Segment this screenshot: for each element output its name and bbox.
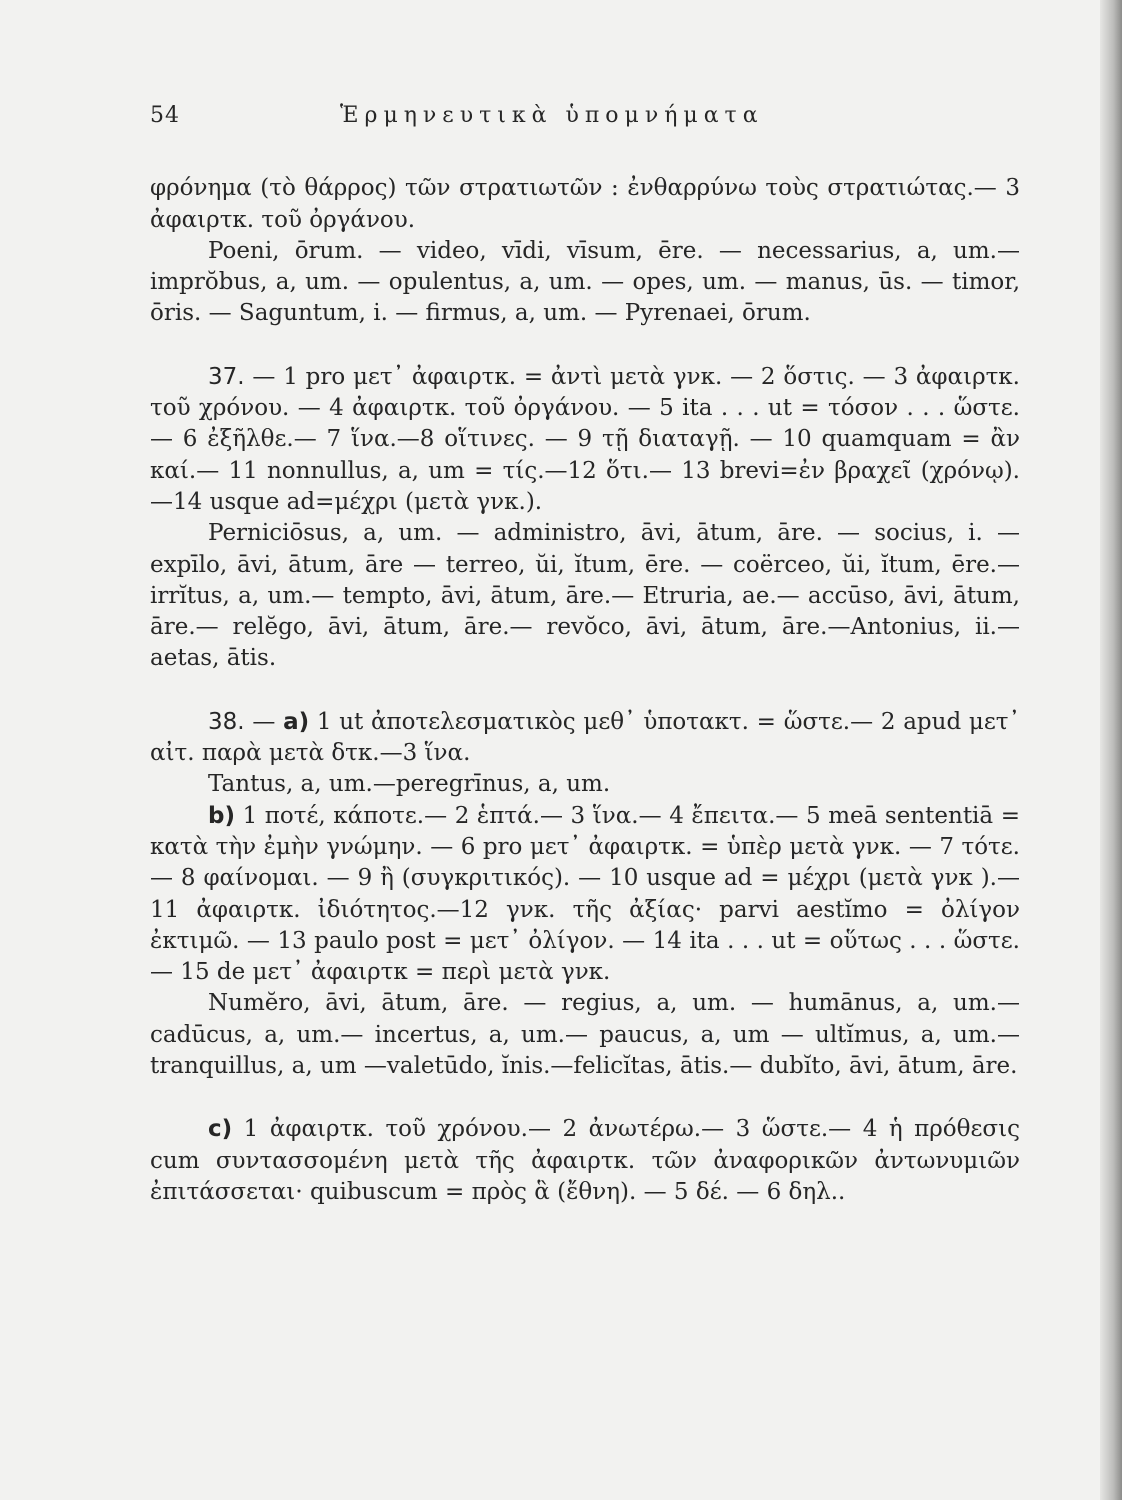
running-header (150, 100, 1020, 131)
spacer (150, 675, 1020, 707)
section-37-number: 37. (208, 363, 245, 390)
section-38a-vocab: Tantus, a, um.—peregrīnus, a, um. (208, 771, 611, 798)
section-38b-gloss (150, 801, 1020, 989)
book-page (150, 100, 1020, 1208)
section-37-gloss-text: — 1 pro μετ᾽ ἀφαιρτκ. = ἀντὶ μετὰ γνκ. — 2 ὅστις. — 3 ἀφαιρτκ. τοῦ χρόνου. — 4 ἀφαιρτκ. τοῦ ὀργάνου. — 5 ita . . . ut = τόσον . . . ὥστε. — 6 ἐξῆλθε.— 7 ἵνα.—8 οἵτινες. — 9 τῇ διαταγῇ. — 10 quamquam = ἂν καί.— 11 nonnullus, a, um = τίς.—12 ὅτι.— 13 brevi=ἐν βραχεῖ (χρόνῳ).—14 usque ad=μέχρι (μετὰ γνκ.). (150, 363, 1020, 515)
section-38-number: 38. (208, 708, 245, 735)
page-edge-shadow (1100, 0, 1122, 1500)
section-38c-gloss (150, 1114, 1020, 1208)
section-38b-vocab: Numĕro, āvi, ātum, āre. — regius, a, um. — humānus, a, um.— cadūcus, a, um.— incertus, a, um.— paucus, a, um — ultĭmus, a, um.—tranquillus, a, um —valetūdo, ĭnis.—felicĭtas, ātis.— dubĭto, āvi, ātum, āre. (150, 990, 1020, 1080)
intro-gloss: φρόνημα (τὸ θάρρος) τῶν στρατιωτῶν : ἐνθαρρύνω τοὺς στρατιώτας.— 3 ἀφαιρτκ. τοῦ ὀργάνου. (150, 175, 1020, 233)
spacer (150, 1082, 1020, 1114)
section-38a-gloss: 38. — a) 1 ut ἀποτελεσματικὸς μεθ᾽ ὑποτακτ. = ὥστε.— 2 apud μετ᾽ αἰτ. παρὰ μετὰ δτκ.—3 ἵνα. (150, 708, 1020, 767)
section-38c-letter: c) (208, 1116, 233, 1143)
section-38b-gloss-text: 1 ποτέ, κάποτε.— 2 ἑπτά.— 3 ἵνα.— 4 ἔπειτα.— 5 meā sententiā = κατὰ τὴν ἐμὴν γνώμην. — 6 pro μετ᾽ ἀφαιρτκ. = ὑπὲρ μετὰ γνκ. — 7 τότε. — 8 φαίνομαι. — 9 ἢ (συγκριτικός). — 10 usque ad = μέχρι (μετὰ γνκ ).—11 ἀφαιρτκ. ἰδιότητος.—12 γνκ. τῆς ἀξίας· parvi aestĭmo = ὀλίγον ἐκτιμῶ. — 13 paulo post = μετ᾽ ὀλίγον. — 14 ita . . . ut = οὕτως . . . ὥστε.— 15 de μετ᾽ ἀφαιρτκ = περὶ μετὰ γνκ. (150, 802, 1020, 986)
section-38a-gloss-text: 1 ut ἀποτελεσματικὸς μεθ᾽ ὑποτακτ. = ὥστε.— 2 apud μετ᾽ αἰτ. παρὰ μετὰ δτκ.—3 ἵνα. (150, 708, 1020, 767)
section-38a-letter: a) (283, 708, 310, 735)
page-number: 54 (150, 103, 180, 128)
intro-vocab: Poeni, ōrum. — video, vīdi, vīsum, ēre. — necessarius, a, um.— imprŏbus, a, um. — opulentus, a, um. — opes, um. — manus, ūs. — timor, ōris. — Saguntum, i. — firmus, a, um. — Pyrenaei, ōrum. (150, 237, 1020, 327)
section-37-vocab: Perniciōsus, a, um. — administro, āvi, ātum, āre. — socius, i. — expīlo, āvi, ātum, āre — terreo, ŭi, ĭtum, ēre. — coërceo, ŭi, ĭtum, ēre.— irrĭtus, a, um.— tempto, āvi, ātum, āre.— Etruria, ae.— accūso, āvi, ātum, āre.— relĕgo, āvi, ātum, āre.— revŏco, āvi, ātum, āre.—Antonius, ii.—aetas, ātis. (150, 520, 1020, 672)
section-37-gloss (150, 362, 1020, 518)
section-38b-letter: b) (208, 802, 235, 829)
spacer (150, 330, 1020, 362)
header-title: Ἑρμηνευτικὰ ὑπομνήματα (340, 103, 764, 128)
section-38c-gloss-text: 1 ἀφαιρτκ. τοῦ χρόνου.— 2 ἀνωτέρω.— 3 ὥστε.— 4 ἡ πρόθεσις cum συντασσομένη μετὰ τῆς ἀφαιρτκ. τῶν ἀναφορικῶν ἀντωνυμιῶν ἐπιτάσσεται· quibuscum = πρὸς ἃ (ἔθνη). — 5 δέ. — 6 δηλ.. (150, 1116, 1020, 1205)
